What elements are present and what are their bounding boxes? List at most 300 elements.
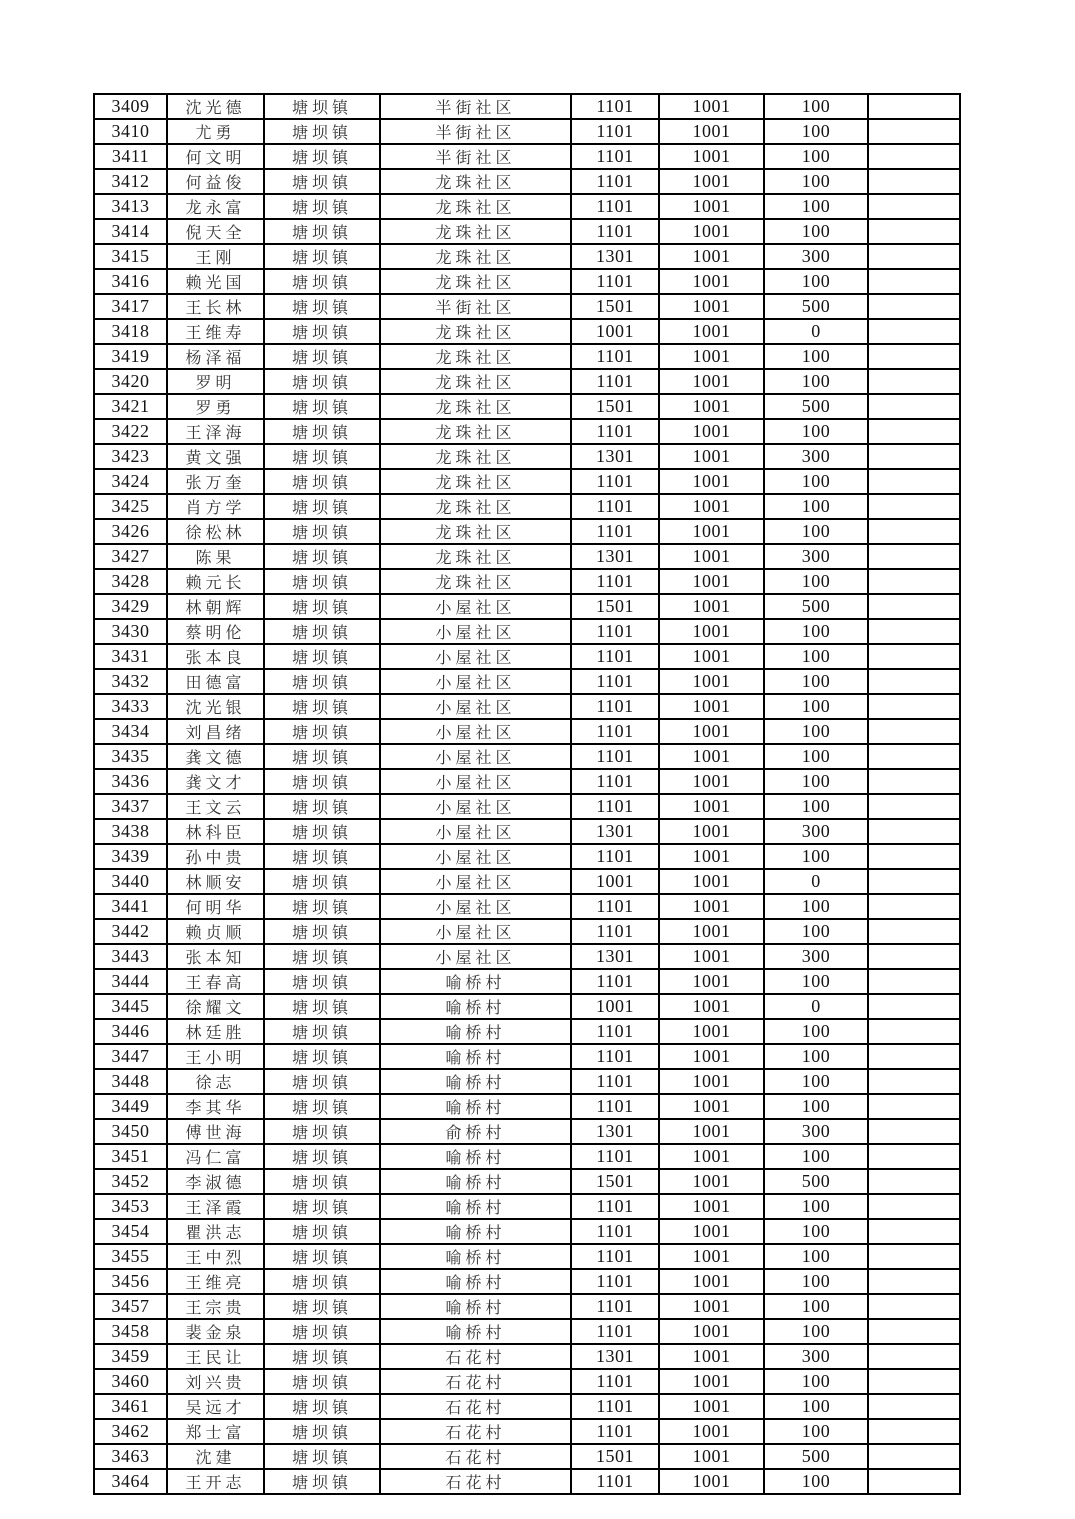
cell-village: 喻桥村	[380, 1244, 571, 1269]
table-row	[94, 519, 960, 544]
cell-village: 小屋社区	[380, 819, 571, 844]
cell-seq: 3463	[94, 1444, 167, 1469]
cell-amount-1: 1101	[571, 219, 659, 244]
cell-empty	[868, 1069, 960, 1094]
cell-name: 徐志	[167, 1069, 264, 1094]
cell-town: 塘坝镇	[264, 1194, 380, 1219]
cell-amount-2: 1001	[659, 944, 764, 969]
cell-amount-2: 1001	[659, 544, 764, 569]
cell-amount-2: 1001	[659, 469, 764, 494]
cell-amount-2: 1001	[659, 444, 764, 469]
cell-seq: 3438	[94, 819, 167, 844]
table-row	[94, 569, 960, 594]
cell-seq: 3412	[94, 169, 167, 194]
cell-town: 塘坝镇	[264, 244, 380, 269]
cell-village: 龙珠社区	[380, 469, 571, 494]
cell-empty	[868, 94, 960, 119]
cell-town: 塘坝镇	[264, 169, 380, 194]
cell-amount-2: 1001	[659, 219, 764, 244]
cell-name: 罗明	[167, 369, 264, 394]
cell-empty	[868, 469, 960, 494]
cell-amount-2: 1001	[659, 844, 764, 869]
cell-empty	[868, 994, 960, 1019]
cell-village: 小屋社区	[380, 844, 571, 869]
cell-amount-3: 100	[764, 694, 868, 719]
table-row	[94, 419, 960, 444]
cell-amount-3: 500	[764, 394, 868, 419]
table-row	[94, 1319, 960, 1344]
cell-town: 塘坝镇	[264, 969, 380, 994]
cell-amount-1: 1101	[571, 1394, 659, 1419]
cell-amount-2: 1001	[659, 94, 764, 119]
cell-name: 龚文才	[167, 769, 264, 794]
cell-amount-2: 1001	[659, 1144, 764, 1169]
cell-village: 龙珠社区	[380, 569, 571, 594]
cell-name: 张本知	[167, 944, 264, 969]
cell-amount-3: 100	[764, 1369, 868, 1394]
cell-town: 塘坝镇	[264, 119, 380, 144]
cell-empty	[868, 544, 960, 569]
cell-amount-1: 1101	[571, 144, 659, 169]
cell-empty	[868, 119, 960, 144]
table-row	[94, 94, 960, 119]
table-row	[94, 319, 960, 344]
cell-amount-3: 100	[764, 344, 868, 369]
cell-amount-1: 1101	[571, 1044, 659, 1069]
cell-town: 塘坝镇	[264, 319, 380, 344]
cell-name: 沈光银	[167, 694, 264, 719]
cell-amount-1: 1101	[571, 1194, 659, 1219]
cell-town: 塘坝镇	[264, 219, 380, 244]
cell-town: 塘坝镇	[264, 144, 380, 169]
cell-amount-1: 1101	[571, 894, 659, 919]
cell-name: 林朝辉	[167, 594, 264, 619]
cell-empty	[868, 1219, 960, 1244]
cell-amount-3: 300	[764, 819, 868, 844]
cell-amount-1: 1501	[571, 1444, 659, 1469]
cell-empty	[868, 1269, 960, 1294]
cell-village: 小屋社区	[380, 944, 571, 969]
cell-amount-3: 100	[764, 1394, 868, 1419]
table-row	[94, 1044, 960, 1069]
cell-amount-2: 1001	[659, 1469, 764, 1494]
cell-name: 王文云	[167, 794, 264, 819]
cell-empty	[868, 869, 960, 894]
cell-name: 田德富	[167, 669, 264, 694]
cell-empty	[868, 569, 960, 594]
table-row	[94, 619, 960, 644]
cell-name: 裴金泉	[167, 1319, 264, 1344]
cell-seq: 3448	[94, 1069, 167, 1094]
cell-amount-1: 1101	[571, 494, 659, 519]
cell-seq: 3425	[94, 494, 167, 519]
cell-empty	[868, 344, 960, 369]
cell-amount-1: 1101	[571, 1419, 659, 1444]
cell-name: 何文明	[167, 144, 264, 169]
cell-amount-2: 1001	[659, 594, 764, 619]
cell-village: 小屋社区	[380, 794, 571, 819]
cell-name: 尤勇	[167, 119, 264, 144]
cell-name: 王泽海	[167, 419, 264, 444]
cell-amount-1: 1101	[571, 569, 659, 594]
cell-amount-3: 100	[764, 419, 868, 444]
cell-village: 龙珠社区	[380, 269, 571, 294]
cell-village: 半街社区	[380, 144, 571, 169]
cell-name: 龚文德	[167, 744, 264, 769]
cell-empty	[868, 169, 960, 194]
cell-empty	[868, 944, 960, 969]
cell-name: 徐耀文	[167, 994, 264, 1019]
cell-seq: 3426	[94, 519, 167, 544]
cell-amount-2: 1001	[659, 669, 764, 694]
cell-amount-3: 100	[764, 469, 868, 494]
cell-amount-1: 1301	[571, 244, 659, 269]
cell-seq: 3431	[94, 644, 167, 669]
cell-empty	[868, 1094, 960, 1119]
cell-amount-1: 1101	[571, 119, 659, 144]
cell-seq: 3450	[94, 1119, 167, 1144]
cell-amount-3: 300	[764, 444, 868, 469]
table-row	[94, 1119, 960, 1144]
cell-empty	[868, 1044, 960, 1069]
cell-amount-3: 100	[764, 1419, 868, 1444]
cell-town: 塘坝镇	[264, 519, 380, 544]
table-row	[94, 544, 960, 569]
cell-seq: 3410	[94, 119, 167, 144]
cell-seq: 3459	[94, 1344, 167, 1369]
cell-amount-3: 100	[764, 519, 868, 544]
cell-town: 塘坝镇	[264, 1019, 380, 1044]
cell-town: 塘坝镇	[264, 1444, 380, 1469]
cell-town: 塘坝镇	[264, 419, 380, 444]
table-row	[94, 644, 960, 669]
cell-town: 塘坝镇	[264, 569, 380, 594]
cell-village: 小屋社区	[380, 894, 571, 919]
cell-name: 赖光国	[167, 269, 264, 294]
cell-name: 蔡明伦	[167, 619, 264, 644]
cell-empty	[868, 1344, 960, 1369]
cell-empty	[868, 1169, 960, 1194]
cell-amount-1: 1101	[571, 619, 659, 644]
table-row	[94, 194, 960, 219]
cell-seq: 3458	[94, 1319, 167, 1344]
cell-amount-1: 1101	[571, 1319, 659, 1344]
table-row	[94, 1219, 960, 1244]
cell-village: 喻桥村	[380, 1194, 571, 1219]
table-row	[94, 794, 960, 819]
cell-amount-2: 1001	[659, 244, 764, 269]
cell-village: 喻桥村	[380, 1144, 571, 1169]
cell-amount-2: 1001	[659, 144, 764, 169]
cell-amount-3: 100	[764, 844, 868, 869]
cell-name: 瞿洪志	[167, 1219, 264, 1244]
cell-amount-2: 1001	[659, 269, 764, 294]
cell-name: 王维寿	[167, 319, 264, 344]
cell-town: 塘坝镇	[264, 1169, 380, 1194]
cell-village: 喻桥村	[380, 994, 571, 1019]
table-row	[94, 1194, 960, 1219]
cell-village: 石花村	[380, 1444, 571, 1469]
table-row	[94, 1419, 960, 1444]
table-row	[94, 269, 960, 294]
cell-empty	[868, 1119, 960, 1144]
cell-amount-2: 1001	[659, 1219, 764, 1244]
cell-amount-1: 1301	[571, 444, 659, 469]
cell-amount-3: 100	[764, 369, 868, 394]
cell-amount-3: 0	[764, 994, 868, 1019]
cell-amount-3: 100	[764, 894, 868, 919]
cell-village: 俞桥村	[380, 1119, 571, 1144]
cell-town: 塘坝镇	[264, 1419, 380, 1444]
cell-town: 塘坝镇	[264, 944, 380, 969]
table-row	[94, 944, 960, 969]
cell-town: 塘坝镇	[264, 844, 380, 869]
cell-town: 塘坝镇	[264, 369, 380, 394]
cell-amount-3: 300	[764, 944, 868, 969]
table-row	[94, 469, 960, 494]
cell-town: 塘坝镇	[264, 744, 380, 769]
cell-amount-2: 1001	[659, 1319, 764, 1344]
cell-empty	[868, 194, 960, 219]
cell-village: 小屋社区	[380, 669, 571, 694]
cell-empty	[868, 1294, 960, 1319]
cell-seq: 3429	[94, 594, 167, 619]
cell-amount-3: 100	[764, 769, 868, 794]
cell-amount-2: 1001	[659, 769, 764, 794]
cell-amount-1: 1101	[571, 344, 659, 369]
cell-seq: 3411	[94, 144, 167, 169]
cell-village: 小屋社区	[380, 769, 571, 794]
cell-town: 塘坝镇	[264, 1144, 380, 1169]
cell-village: 半街社区	[380, 94, 571, 119]
table-row	[94, 1394, 960, 1419]
cell-name: 赖元长	[167, 569, 264, 594]
cell-amount-2: 1001	[659, 1069, 764, 1094]
cell-amount-2: 1001	[659, 694, 764, 719]
cell-name: 林顺安	[167, 869, 264, 894]
cell-name: 王民让	[167, 1344, 264, 1369]
cell-village: 龙珠社区	[380, 494, 571, 519]
cell-name: 傅世海	[167, 1119, 264, 1144]
cell-amount-3: 100	[764, 644, 868, 669]
table-row	[94, 969, 960, 994]
cell-name: 王长林	[167, 294, 264, 319]
cell-village: 喻桥村	[380, 1169, 571, 1194]
cell-empty	[868, 394, 960, 419]
cell-village: 喻桥村	[380, 969, 571, 994]
table-row	[94, 394, 960, 419]
cell-village: 石花村	[380, 1369, 571, 1394]
cell-amount-3: 0	[764, 869, 868, 894]
cell-empty	[868, 769, 960, 794]
cell-amount-2: 1001	[659, 994, 764, 1019]
cell-amount-3: 100	[764, 969, 868, 994]
cell-amount-2: 1001	[659, 319, 764, 344]
cell-amount-3: 100	[764, 919, 868, 944]
table-row	[94, 844, 960, 869]
cell-amount-1: 1101	[571, 269, 659, 294]
cell-amount-1: 1101	[571, 1144, 659, 1169]
cell-town: 塘坝镇	[264, 619, 380, 644]
cell-empty	[868, 819, 960, 844]
cell-village: 小屋社区	[380, 619, 571, 644]
cell-name: 徐松林	[167, 519, 264, 544]
cell-amount-1: 1101	[571, 1369, 659, 1394]
cell-name: 林科臣	[167, 819, 264, 844]
cell-amount-3: 100	[764, 94, 868, 119]
cell-empty	[868, 1244, 960, 1269]
cell-seq: 3460	[94, 1369, 167, 1394]
cell-amount-3: 100	[764, 619, 868, 644]
cell-town: 塘坝镇	[264, 1044, 380, 1069]
cell-amount-1: 1101	[571, 1294, 659, 1319]
cell-town: 塘坝镇	[264, 994, 380, 1019]
table-row	[94, 1344, 960, 1369]
cell-amount-1: 1101	[571, 94, 659, 119]
cell-amount-3: 100	[764, 1244, 868, 1269]
cell-amount-1: 1101	[571, 1069, 659, 1094]
cell-empty	[868, 319, 960, 344]
cell-amount-2: 1001	[659, 1194, 764, 1219]
cell-seq: 3440	[94, 869, 167, 894]
cell-amount-1: 1501	[571, 294, 659, 319]
cell-amount-1: 1101	[571, 969, 659, 994]
cell-town: 塘坝镇	[264, 1394, 380, 1419]
table-row	[94, 344, 960, 369]
cell-amount-3: 100	[764, 494, 868, 519]
cell-name: 何益俊	[167, 169, 264, 194]
table-row	[94, 1144, 960, 1169]
cell-empty	[868, 594, 960, 619]
cell-amount-3: 300	[764, 1344, 868, 1369]
cell-town: 塘坝镇	[264, 1344, 380, 1369]
cell-town: 塘坝镇	[264, 869, 380, 894]
cell-seq: 3432	[94, 669, 167, 694]
cell-amount-1: 1101	[571, 519, 659, 544]
cell-amount-1: 1101	[571, 644, 659, 669]
table-row	[94, 594, 960, 619]
cell-name: 吴远才	[167, 1394, 264, 1419]
cell-seq: 3436	[94, 769, 167, 794]
cell-amount-3: 100	[764, 1294, 868, 1319]
cell-amount-2: 1001	[659, 1244, 764, 1269]
cell-amount-3: 100	[764, 1469, 868, 1494]
cell-amount-3: 100	[764, 1019, 868, 1044]
cell-name: 王中烈	[167, 1244, 264, 1269]
cell-amount-2: 1001	[659, 869, 764, 894]
table-row	[94, 1269, 960, 1294]
cell-amount-2: 1001	[659, 719, 764, 744]
cell-seq: 3434	[94, 719, 167, 744]
cell-amount-3: 0	[764, 319, 868, 344]
cell-empty	[868, 919, 960, 944]
cell-amount-3: 100	[764, 1219, 868, 1244]
cell-amount-2: 1001	[659, 1394, 764, 1419]
cell-name: 王泽霞	[167, 1194, 264, 1219]
table-row	[94, 1019, 960, 1044]
cell-amount-1: 1101	[571, 1094, 659, 1119]
cell-amount-1: 1101	[571, 1219, 659, 1244]
table-row	[94, 694, 960, 719]
cell-amount-3: 100	[764, 1269, 868, 1294]
table-row	[94, 769, 960, 794]
cell-empty	[868, 219, 960, 244]
cell-amount-3: 500	[764, 594, 868, 619]
cell-amount-2: 1001	[659, 1044, 764, 1069]
cell-village: 龙珠社区	[380, 394, 571, 419]
cell-amount-2: 1001	[659, 169, 764, 194]
cell-amount-2: 1001	[659, 119, 764, 144]
cell-town: 塘坝镇	[264, 1094, 380, 1119]
cell-seq: 3437	[94, 794, 167, 819]
table-row	[94, 744, 960, 769]
table-row	[94, 1444, 960, 1469]
cell-seq: 3423	[94, 444, 167, 469]
cell-name: 王宗贵	[167, 1294, 264, 1319]
cell-amount-1: 1101	[571, 1269, 659, 1294]
cell-empty	[868, 419, 960, 444]
cell-amount-1: 1101	[571, 719, 659, 744]
cell-amount-1: 1001	[571, 319, 659, 344]
cell-name: 冯仁富	[167, 1144, 264, 1169]
cell-amount-1: 1101	[571, 919, 659, 944]
cell-seq: 3446	[94, 1019, 167, 1044]
cell-seq: 3464	[94, 1469, 167, 1494]
cell-amount-2: 1001	[659, 369, 764, 394]
table-row	[94, 894, 960, 919]
cell-amount-3: 100	[764, 144, 868, 169]
cell-town: 塘坝镇	[264, 769, 380, 794]
table-row	[94, 1094, 960, 1119]
cell-amount-3: 100	[764, 1069, 868, 1094]
cell-seq: 3418	[94, 319, 167, 344]
cell-amount-3: 100	[764, 744, 868, 769]
cell-town: 塘坝镇	[264, 344, 380, 369]
cell-town: 塘坝镇	[264, 494, 380, 519]
table-row	[94, 1244, 960, 1269]
data-table	[93, 93, 961, 1495]
cell-empty	[868, 1444, 960, 1469]
cell-town: 塘坝镇	[264, 544, 380, 569]
cell-amount-2: 1001	[659, 644, 764, 669]
table-row	[94, 369, 960, 394]
cell-amount-1: 1101	[571, 194, 659, 219]
table-row	[94, 144, 960, 169]
cell-village: 喻桥村	[380, 1319, 571, 1344]
cell-seq: 3442	[94, 919, 167, 944]
cell-village: 龙珠社区	[380, 194, 571, 219]
cell-amount-3: 300	[764, 1119, 868, 1144]
table-row	[94, 994, 960, 1019]
cell-amount-2: 1001	[659, 294, 764, 319]
cell-seq: 3443	[94, 944, 167, 969]
cell-village: 石花村	[380, 1394, 571, 1419]
cell-town: 塘坝镇	[264, 1119, 380, 1144]
cell-seq: 3421	[94, 394, 167, 419]
cell-village: 龙珠社区	[380, 444, 571, 469]
cell-empty	[868, 969, 960, 994]
cell-amount-2: 1001	[659, 969, 764, 994]
cell-village: 龙珠社区	[380, 344, 571, 369]
cell-seq: 3441	[94, 894, 167, 919]
cell-amount-1: 1101	[571, 744, 659, 769]
cell-name: 孙中贵	[167, 844, 264, 869]
cell-seq: 3445	[94, 994, 167, 1019]
cell-seq: 3444	[94, 969, 167, 994]
cell-seq: 3454	[94, 1219, 167, 1244]
cell-town: 塘坝镇	[264, 394, 380, 419]
cell-village: 半街社区	[380, 119, 571, 144]
